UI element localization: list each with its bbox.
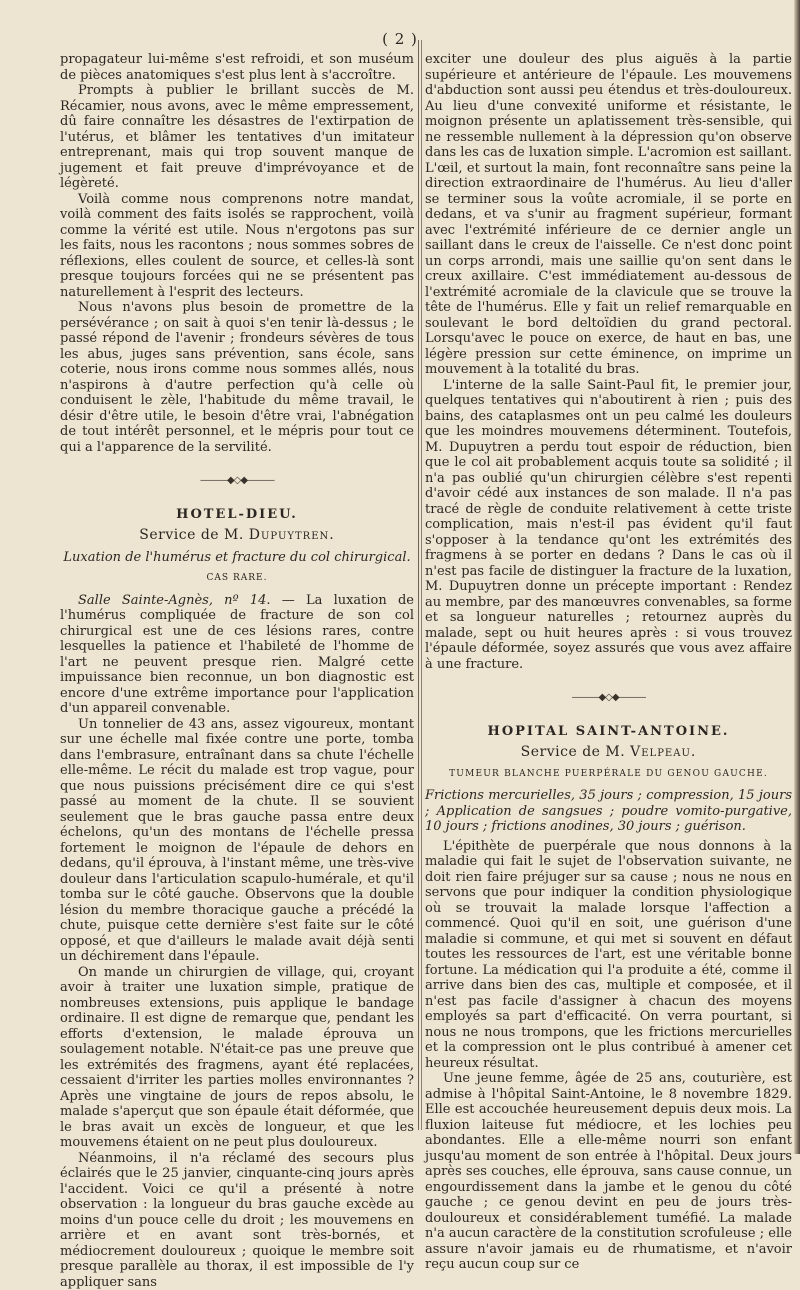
section-separator: ———◆◇◆——— [425, 690, 792, 706]
service-prefix: Service de M. [139, 527, 244, 543]
paragraph: Un tonnelier de 43 ans, assez vigoureux, montant sur une échelle mal fixée contre une porte, tomba dans l'embrasure, entraînant dans sa chute l'échelle elle-même. Le récit du malade est trop vague, pour que nous puissions précisément dire ce qui s'est passé au moment de la chute. Il se souvient seulement que le bras gauche passa entre deux échelons, qu'un des montans de l'échelle pressa fortement le moignon de l'épaule de dehors en dedans, qu'il éprouva, à l'instant même, une très-vive douleur dans l'articulation scapulo-humérale, et qu'il tomba sur le côté gauche. Observons que la double lésion du membre thoracique gauche a précédé la chute, puisque cette dernière s'est faite sur le côté opposé, et que d'ailleurs le malade avait déjà senti un déchirement dans l'épaule. [60, 717, 414, 965]
paragraph: Nous n'avons plus besoin de promettre de la persévérance ; on sait à quoi s'en tenir là-dessus ; le passé répond de l'avenir ; frondeurs sévères de tous les abus, juges sans prévention, sans école, sans coterie, nous irons comme nous sommes allés, nous n'aspirons à d'autre perfection qu'à celle où conduisent le zèle, l'habitude du même travail, le désir d'être utile, le besoin d'être vrai, l'abnégation de tout intérêt personnel, et le mépris pour tout ce qui a l'apparence de la servilité. [60, 300, 414, 455]
page-number: ( 2 ) [0, 30, 800, 48]
service-line [60, 528, 414, 544]
hospital-heading: HOTEL-DIEU. [60, 507, 414, 523]
paragraph: Néanmoins, il n'a réclamé des secours plus éclairés que le 25 janvier, cinquante-cinq jours après l'accident. Voici ce qu'il a présenté à notre observation : la longueur du bras gauche excède au moins d'un pouce celle du droit ; les mouvemens en arrière et en avant sont très-bornés, et médiocrement douloureux ; quoique le membre soit presque parallèle au thorax, il est impossible de l'y appliquer sans [60, 1151, 414, 1290]
paragraph: propagateur lui-même s'est refroidi, et son muséum de pièces anatomiques s'est plus lent à s'accroître. [60, 52, 414, 83]
service-line [425, 745, 792, 761]
page-edge-shadow [794, 0, 800, 1154]
surgeon-name: Velpeau. [630, 744, 696, 760]
treatment-summary: Frictions mercurielles, 35 jours ; compression, 15 jours ; Application de sangsues ; poudre vomito-purgative, 10 jours ; frictions anodines, 30 jours ; guérison. [425, 788, 792, 835]
paragraph [60, 593, 414, 717]
paragraph-text: — La luxation de l'humérus compliquée de fracture de son col chirurgical est une de ces lésions rares, contre lesquelles la patience et l'habileté de l'homme de l'art ne peuvent presque rien. Malgré cette impuissance bien reconnue, un bon diagnostic est encore d'une extrême importance pour l'application d'un appareil convenable. [60, 593, 414, 717]
ward-reference: Salle Sainte-Agnès, nº 14. [78, 593, 271, 608]
paragraph: Voilà comme nous comprenons notre mandat, voilà comment des faits isolés se rapprochent, voilà comme la vérité est utile. Nous n'ergotons pas sur les faits, nous les racontons ; nous sommes sobres de réflexions, elles coulent de source, et celles-là sont presque toujours forcées qui ne se présentent pas naturellement à l'esprit des lecteurs. [60, 192, 414, 301]
paragraph: L'épithète de puerpérale que nous donnons à la maladie qui fait le sujet de l'observation suivante, ne doit rien faire préjuger sur sa cause ; nous ne nous en servons que pour indiquer la condition physiologique où se trouvait la malade lorsque l'affection a commencé. Quoi qu'il en soit, une guérison d'une maladie si commune, et qui met si souvent en défaut toutes les ressources de l'art, est une véritable bonne fortune. La médication qui l'a produite a été, comme il arrive dans bien des cas, multiple et composée, et il n'est pas facile d'assigner à chacun des moyens employés sa part d'efficacité. On verra pourtant, si nous ne nous trompons, que les frictions mercurielles et la compression ont le plus contribué à amener cet heureux résultat. [425, 839, 792, 1072]
paragraph: Prompts à publier le brillant succès de M. Récamier, nous avons, avec le même empressement, dû faire connaître les désastres de l'extirpation de l'utérus, et blâmer les tentatives d'un imitateur entreprenant, mais qui trop souvent manque de jugement et fait preuve d'imprévoyance et de légèreté. [60, 83, 414, 192]
section-separator: ———◆◇◆——— [60, 473, 414, 489]
column-divider-inner [421, 40, 422, 1130]
service-prefix: Service de M. [521, 744, 626, 760]
paragraph: Une jeune femme, âgée de 25 ans, couturière, est admise à l'hôpital Saint-Antoine, le 8 novembre 1829. Elle est accouchée heureusement depuis deux mois. La fluxion laiteuse fut médiocre, et les lochies peu abondantes. Elle a elle-même nourri son enfant jusqu'au moment de son entrée à l'hôpital. Deux jours après ses couches, elle éprouva, sans cause connue, un engourdissement dans la jambe et le genou du côté gauche ; ce genou devint en peu de jours très-douloureux et considérablement tuméfié. La malade n'a aucun caractère de la constitution scrofuleuse ; elle assure n'avoir jamais eu de rhumatisme, et n'avoir reçu aucun coup sur ce [425, 1071, 792, 1273]
paragraph: exciter une douleur des plus aiguës à la partie supérieure et antérieure de l'épaule. Les mouvemens d'abduction sont aussi peu étendus et très-douloureux. Au lieu d'une convexité uniforme et résistante, le moignon présente un aplatissement très-sensible, qui ne ressemble nullement à la dépression qu'on observe dans les cas de luxation simple. L'acromion est saillant. L'œil, et surtout la main, font reconnaître sans peine la direction extraordinaire de l'humérus. Au lieu d'aller se terminer sous la voûte acromiale, il se porte en dedans, et va s'unir au fragment supérieur, formant avec l'extrémité inférieure de ce dernier angle un saillant dans le creux de l'aisselle. Ce n'est donc point un corps arrondi, mais une saillie qu'on sent dans le creux axillaire. C'est immédiatement au-dessous de l'extrémité acromiale de la clavicule que se trouve la tête de l'humérus. Elle y fait un relief remarquable en soulevant le bord deltoïdien du grand pectoral. Lorsqu'avec le pouce on exerce, de haut en bas, une légère pression sur cette éminence, on imprime un mouvement à la totalité du bras. [425, 52, 792, 378]
right-column [425, 52, 792, 1273]
case-title: Luxation de l'humérus et fracture du col chirurgical. [60, 550, 414, 566]
paragraph: On mande un chirurgien de village, qui, croyant avoir à traiter une luxation simple, pratique de nombreuses extensions, puis applique le bandage ordinaire. Il est digne de remarque que, pendant les efforts d'extension, le malade éprouva un soulagement notable. N'était-ce pas une preuve que les extrémités des fragmens, ayant été replacées, cessaient d'irriter les parties molles environnantes ? Après une vingtaine de jours de repos absolu, le malade s'aperçut que son épaule était déformée, que le bras avait un excès de longueur, et que les mouvemens étaient on ne peut plus douloureux. [60, 965, 414, 1151]
column-divider [418, 40, 419, 1130]
paragraph: L'interne de la salle Saint-Paul fit, le premier jour, quelques tentatives qui n'aboutirent à rien ; puis des bains, des cataplasmes ont un peu calmé les douleurs que les moindres mouvemens déterminent. Toutefois, M. Dupuytren a perdu tout espoir de réduction, bien que le col ait probablement acquis toute sa solidité ; il n'a pas oublié qu'un chirurgien célèbre s'est repenti d'avoir cédé aux instances de son malade. Il n'a pas tracé de règle de conduite relativement à cette triste complication, mais n'est-il pas évident qu'il faut s'opposer à la tendance qu'ont les extrémités des fragmens à se porter en dedans ? Dans le cas où il n'est pas facile de distinguer la fracture de la luxation, M. Dupuytren donne un précepte important : Rendez au membre, par des manœuvres convenables, sa forme et sa longueur naturelles ; retournez auprès du malade, sept ou huit heures après : si vous trouvez l'épaule déformée, soyez assurés que vous avez affaire à une fracture. [425, 378, 792, 673]
hospital-heading: HOPITAL SAINT-ANTOINE. [425, 724, 792, 740]
left-column [60, 52, 414, 1290]
surgeon-name: Dupuytren. [249, 527, 335, 543]
case-tag: CAS RARE. [60, 571, 414, 587]
case-title: TUMEUR BLANCHE PUERPÉRALE DU GENOU GAUCHE. [425, 767, 792, 783]
